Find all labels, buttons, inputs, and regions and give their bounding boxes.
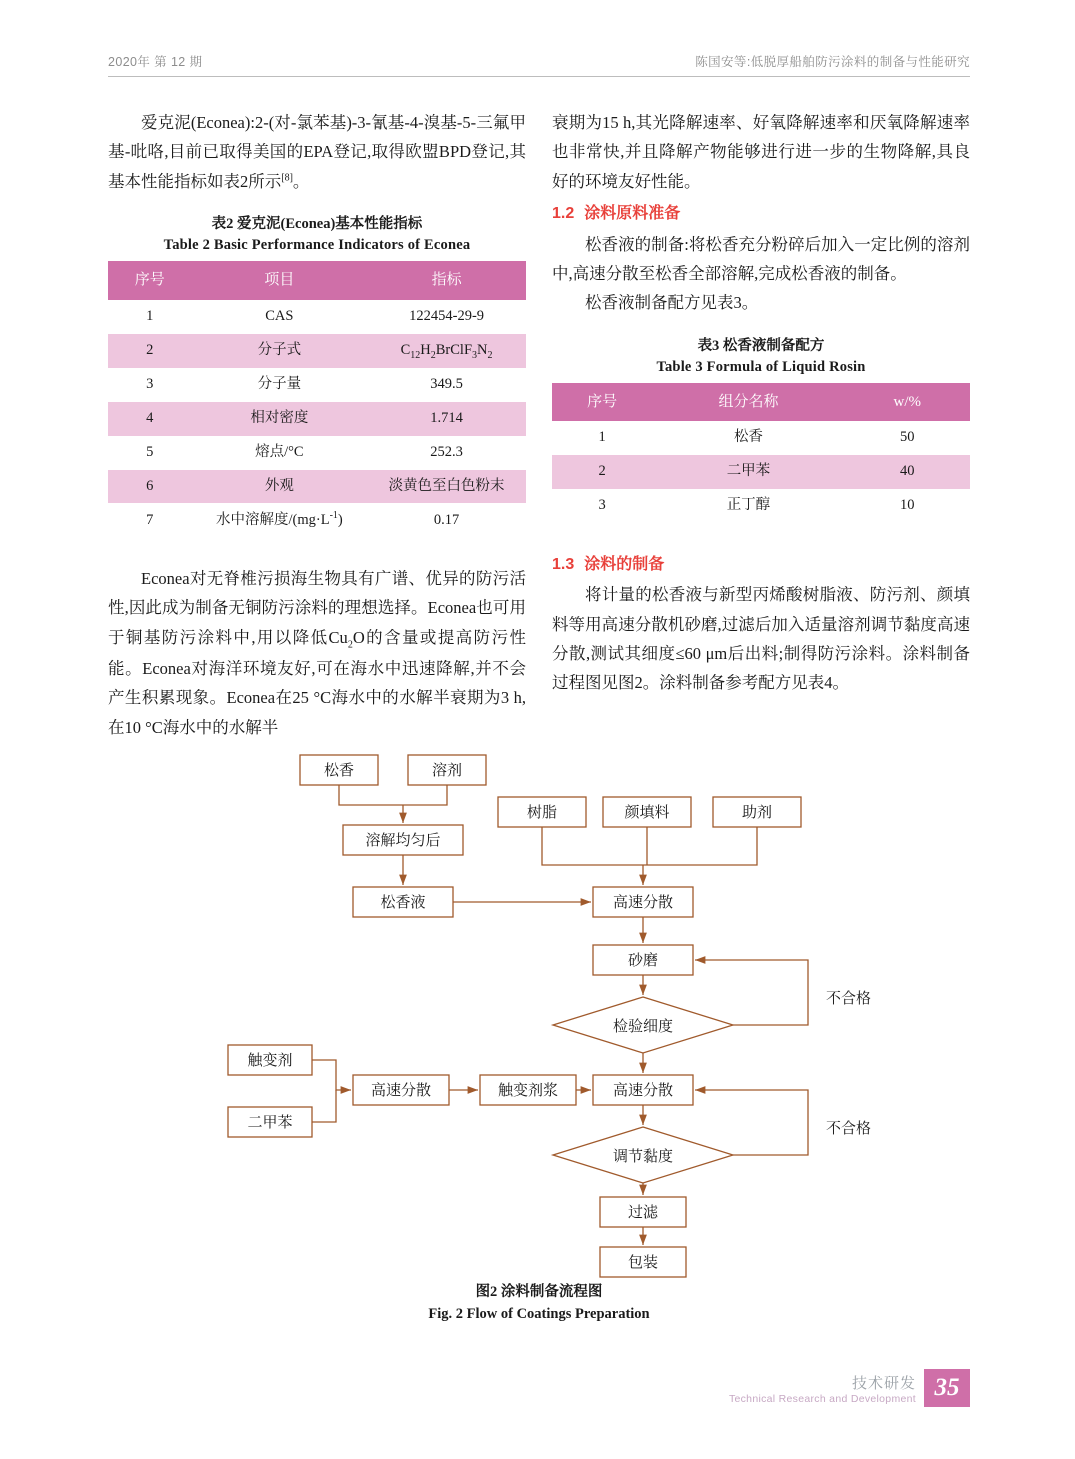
flow-node-rosin-liquid: 松香液 xyxy=(380,895,426,911)
paragraph-coating-prep: 将计量的松香液与新型丙烯酸树脂液、防污剂、颜填料等用高速分散机砂磨,过滤后加入适量溶剂调节黏度高速分散,测试其细度≤60 μm后出料;制得防污涂料。涂料制备过程图见图2。涂料制备参考配方见表4。 xyxy=(552,585,970,693)
reference-marker: [8] xyxy=(281,172,293,184)
cell: 0.17 xyxy=(367,503,526,538)
paragraph-econea-activity-b: O的含量或提高防污性能。Econea对海洋环境友好,可在海水中迅速降解,并不会产生积累现象。Econea在25 °C海水中的水解半衰期为3 h,在10 °C海水中的水解半 xyxy=(108,627,526,737)
figure2-caption-en: Fig. 2 Flow of Coatings Preparation xyxy=(428,1305,650,1322)
figure2-caption-cn: 图2 涂料制备流程图 xyxy=(475,1284,603,1300)
table-row xyxy=(108,368,526,402)
flow-node-filter: 过滤 xyxy=(627,1205,659,1221)
cell: 分子式 xyxy=(192,334,368,369)
table2-col-index: 序号 xyxy=(108,261,192,300)
cell: 2 xyxy=(552,455,652,489)
flow-node-dispersion-3: 高速分散 xyxy=(612,1083,674,1099)
table2 xyxy=(108,261,526,538)
flow-node-rosin: 松香 xyxy=(323,763,355,779)
cell: 5 xyxy=(108,436,192,470)
cell: 松香 xyxy=(652,421,844,455)
cell: 2 xyxy=(108,334,192,369)
flow-node-dissolve: 溶解均匀后 xyxy=(365,833,441,849)
cell: 外观 xyxy=(192,470,368,504)
table2-caption-cn: 表2 爱克泥(Econea)基本性能指标 xyxy=(211,216,423,233)
flow-node-packaging: 包装 xyxy=(627,1255,659,1271)
table3-col-index: 序号 xyxy=(552,383,652,422)
header-divider xyxy=(108,76,970,77)
table3-caption xyxy=(552,336,970,378)
page-number: 35 xyxy=(924,1369,970,1407)
table2-caption-en: Table 2 Basic Performance Indicators of Econea xyxy=(163,237,471,254)
header-issue: 2020年 第 12 期 xyxy=(108,55,203,69)
table-row xyxy=(108,470,526,504)
table3-caption-en: Table 3 Formula of Liquid Rosin xyxy=(656,358,866,375)
table2-col-value: 指标 xyxy=(367,261,526,300)
cell: 252.3 xyxy=(367,436,526,470)
cell: 分子量 xyxy=(192,368,368,402)
section-number-1-2: 1.2 xyxy=(552,205,575,223)
section-heading-1-2 xyxy=(552,200,970,228)
cell: 1.714 xyxy=(367,402,526,436)
flow-node-solvent: 溶剂 xyxy=(431,763,463,779)
right-column xyxy=(552,108,970,698)
flow-label-reject-2: 不合格 xyxy=(826,1121,872,1137)
cell: CAS xyxy=(192,300,368,334)
flow-node-additive: 助剂 xyxy=(741,805,773,821)
cell: 3 xyxy=(552,489,652,523)
cell: 3 xyxy=(108,368,192,402)
table2-header-row xyxy=(108,261,526,300)
footer-section-cn: 技术研发 xyxy=(851,1374,916,1392)
table-row xyxy=(552,421,970,455)
flow-node-dispersion-1: 高速分散 xyxy=(612,895,674,911)
cell: 二甲苯 xyxy=(652,455,844,489)
paragraph-rosin-prep: 松香液的制备:将松香充分粉碎后加入一定比例的溶剂中,高速分散至松香全部溶解,完成松香液的制备。 xyxy=(552,234,970,283)
flow-node-thixo-paste: 触变剂浆 xyxy=(497,1083,559,1099)
table2-col-item: 项目 xyxy=(192,261,368,300)
header-article-title: 陈国安等:低脱厚船舶防污涂料的制备与性能研究 xyxy=(695,55,970,69)
cell: 1 xyxy=(108,300,192,334)
cell: 7 xyxy=(108,503,192,538)
flow-node-xylene: 二甲苯 xyxy=(247,1115,293,1131)
section-title-1-3: 涂料的制备 xyxy=(584,555,665,573)
flow-node-thixotrope: 触变剂 xyxy=(247,1053,293,1069)
subscript-two: 2 xyxy=(347,639,353,651)
flow-node-check-fineness: 检验细度 xyxy=(612,1019,674,1035)
page-header xyxy=(108,52,970,70)
flow-node-resin: 树脂 xyxy=(526,805,558,821)
footer-section-en: Technical Research and Development xyxy=(728,1392,916,1405)
paragraph-degradation: 衰期为15 h,其光降解速率、好氧降解速率和厌氧降解速率也非常快,并且降解产物能够进行进一步的生物降解,具良好的环境友好性能。 xyxy=(552,113,970,191)
flow-node-sandmill: 砂磨 xyxy=(627,953,659,969)
section-heading-1-3 xyxy=(552,551,970,579)
table3-header-row xyxy=(552,383,970,422)
section-number-1-3: 1.3 xyxy=(552,555,575,573)
cell-formula: $C_{12}H_2BrClF_3N_2$ xyxy=(367,334,526,369)
table2-block xyxy=(108,214,526,538)
cell: 淡黄色至白色粉末 xyxy=(367,470,526,504)
table-row xyxy=(108,402,526,436)
cell: 122454-29-9 xyxy=(367,300,526,334)
table-row xyxy=(552,489,970,523)
table3 xyxy=(552,383,970,523)
cell: 熔点/°C xyxy=(192,436,368,470)
paragraph-econea-intro-text: 爱克泥(Econea):2-(对-氯苯基)-3-氰基-4-溴基-5-三氟甲基-吡咯,目前已取得美国的EPA登记,取得欧盟BPD登记,其基本性能指标如表2所示 xyxy=(108,113,526,191)
cell: 349.5 xyxy=(367,368,526,402)
cell: 相对密度 xyxy=(192,402,368,436)
cell: 正丁醇 xyxy=(652,489,844,523)
flow-node-pigment: 颜填料 xyxy=(624,805,670,821)
flow-label-reject-1: 不合格 xyxy=(826,991,872,1007)
cell: 6 xyxy=(108,470,192,504)
section-title-1-2: 涂料原料准备 xyxy=(584,205,681,223)
flow-node-adjust-viscosity: 调节黏度 xyxy=(612,1149,674,1165)
table3-col-weight: w/% xyxy=(845,383,970,422)
table2-caption xyxy=(108,214,526,256)
paragraph-rosin-formula-ref: 松香液制备配方见表3。 xyxy=(585,293,759,313)
cell: 1 xyxy=(552,421,652,455)
table3-block xyxy=(552,336,970,523)
cell: 50 xyxy=(845,421,970,455)
cell-solubility: 水中溶解度$/(mg\cdot L^{-1})$ xyxy=(192,503,368,538)
page-footer xyxy=(729,1369,970,1407)
flow-node-dispersion-2: 高速分散 xyxy=(370,1083,432,1099)
paragraph-econea-activity-a: Econea对无脊椎污损海生物具有广谱、优异的防污活性,因此成为制备无铜防污涂料的理想选择。Econea也可用于铜基防污涂料中,用以降低Cu xyxy=(108,569,526,647)
paragraph-econea-intro-end: 。 xyxy=(292,171,310,191)
table-row xyxy=(108,436,526,470)
left-column xyxy=(108,108,526,742)
cell: 4 xyxy=(108,402,192,436)
flow-chart xyxy=(108,735,970,1295)
cell: 40 xyxy=(845,455,970,489)
table3-col-component: 组分名称 xyxy=(652,383,844,422)
table-row xyxy=(108,300,526,334)
paragraph-econea-activity xyxy=(108,564,526,742)
table-row xyxy=(552,455,970,489)
paragraph-econea-intro xyxy=(108,108,526,196)
table-row xyxy=(108,503,526,538)
table-row xyxy=(108,334,526,369)
cell: 10 xyxy=(845,489,970,523)
figure2-caption xyxy=(108,1282,970,1326)
footer-text xyxy=(729,1372,916,1405)
table3-caption-cn: 表3 松香液制备配方 xyxy=(697,337,825,354)
